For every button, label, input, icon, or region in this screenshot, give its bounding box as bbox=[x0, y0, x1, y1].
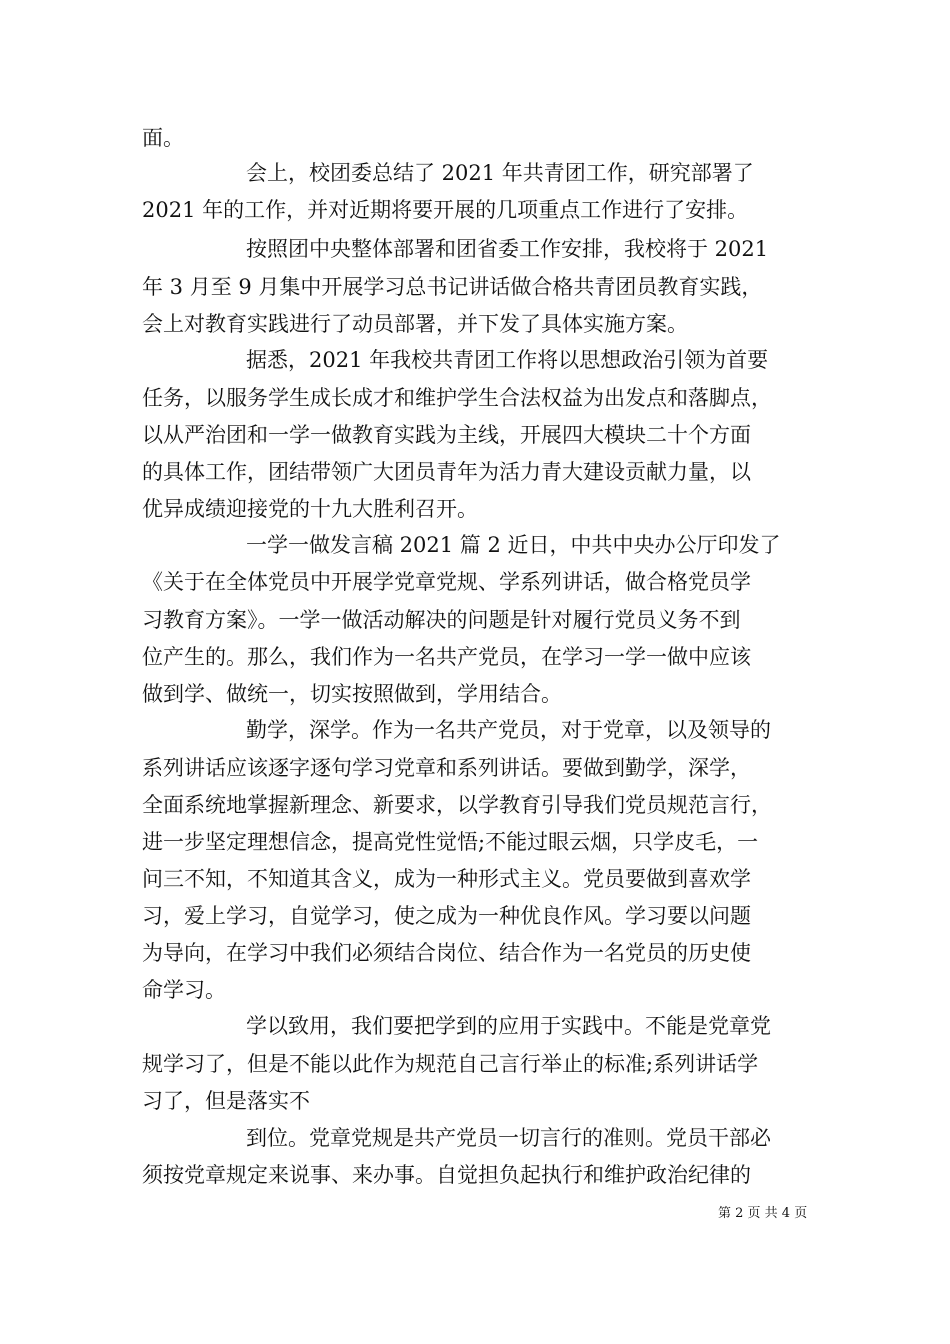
text-line: 习教育方案》。一学一做活动解决的问题是针对履行党员义务不到 bbox=[142, 608, 741, 632]
text-line: 到位。党章党规是共产党员一切言行的准则。党员干部必 bbox=[246, 1126, 771, 1150]
text-line: 一学一做发言稿 2021 篇 2 近日，中共中央办公厅印发了 bbox=[246, 533, 781, 557]
text-line: 会上对教育实践进行了动员部署，并下发了具体实施方案。 bbox=[142, 312, 688, 336]
text-line: 系列讲话应该逐字逐句学习党章和系列讲话。要做到勤学，深学， bbox=[142, 756, 751, 780]
text-line: 须按党章规定来说事、来办事。自觉担负起执行和维护政治纪律的 bbox=[142, 1163, 751, 1187]
text-line: 以从严治团和一学一做教育实践为主线，开展四大模块二十个方面 bbox=[142, 423, 751, 447]
text-line: 做到学、做统一，切实按照做到，学用结合。 bbox=[142, 682, 562, 706]
text-line: 的具体工作，团结带领广大团员青年为活力青大建设贡献力量，以 bbox=[142, 460, 751, 484]
text-line: 习，爱上学习，自觉学习，使之成为一种优良作风。学习要以问题 bbox=[142, 904, 751, 928]
text-line: 习了，但是落实不 bbox=[142, 1089, 310, 1113]
text-line: 优异成绩迎接党的十九大胜利召开。 bbox=[142, 497, 478, 521]
text-line: 会上，校团委总结了 2021 年共青团工作，研究部署了 bbox=[246, 161, 754, 185]
text-line: 规学习了，但是不能以此作为规范自己言行举止的标准;系列讲话学 bbox=[142, 1052, 759, 1076]
text-line: 为导向，在学习中我们必须结合岗位、结合作为一名党员的历史使 bbox=[142, 941, 751, 965]
page-number: 第 2 页 共 4 页 bbox=[718, 1206, 808, 1221]
text-line: 进一步坚定理想信念，提高党性觉悟;不能过眼云烟，只学皮毛，一 bbox=[142, 830, 759, 854]
text-line: 勤学，深学。作为一名共产党员，对于党章，以及领导的 bbox=[246, 718, 771, 742]
text-line: 面。 bbox=[142, 126, 184, 150]
text-line: 全面系统地掌握新理念、新要求，以学教育引导我们党员规范言行， bbox=[142, 793, 772, 817]
text-line: 问三不知，不知道其含义，成为一种形式主义。党员要做到喜欢学 bbox=[142, 867, 751, 891]
text-line: 据悉，2021 年我校共青团工作将以思想政治引领为首要 bbox=[246, 348, 769, 372]
text-line: 按照团中央整体部署和团省委工作安排，我校将于 2021 bbox=[246, 237, 769, 261]
text-line: 2021 年的工作，并对近期将要开展的几项重点工作进行了安排。 bbox=[142, 198, 749, 222]
text-line: 命学习。 bbox=[142, 978, 226, 1002]
text-line: 任务，以服务学生成长成才和维护学生合法权益为出发点和落脚点， bbox=[142, 386, 772, 410]
text-line: 《关于在全体党员中开展学党章党规、学系列讲话，做合格党员学 bbox=[142, 570, 751, 594]
text-line: 位产生的。那么，我们作为一名共产党员，在学习一学一做中应该 bbox=[142, 645, 751, 669]
text-line: 学以致用，我们要把学到的应用于实践中。不能是党章党 bbox=[246, 1014, 771, 1038]
text-line: 年 3 月至 9 月集中开展学习总书记讲话做合格共青团员教育实践， bbox=[142, 275, 763, 299]
